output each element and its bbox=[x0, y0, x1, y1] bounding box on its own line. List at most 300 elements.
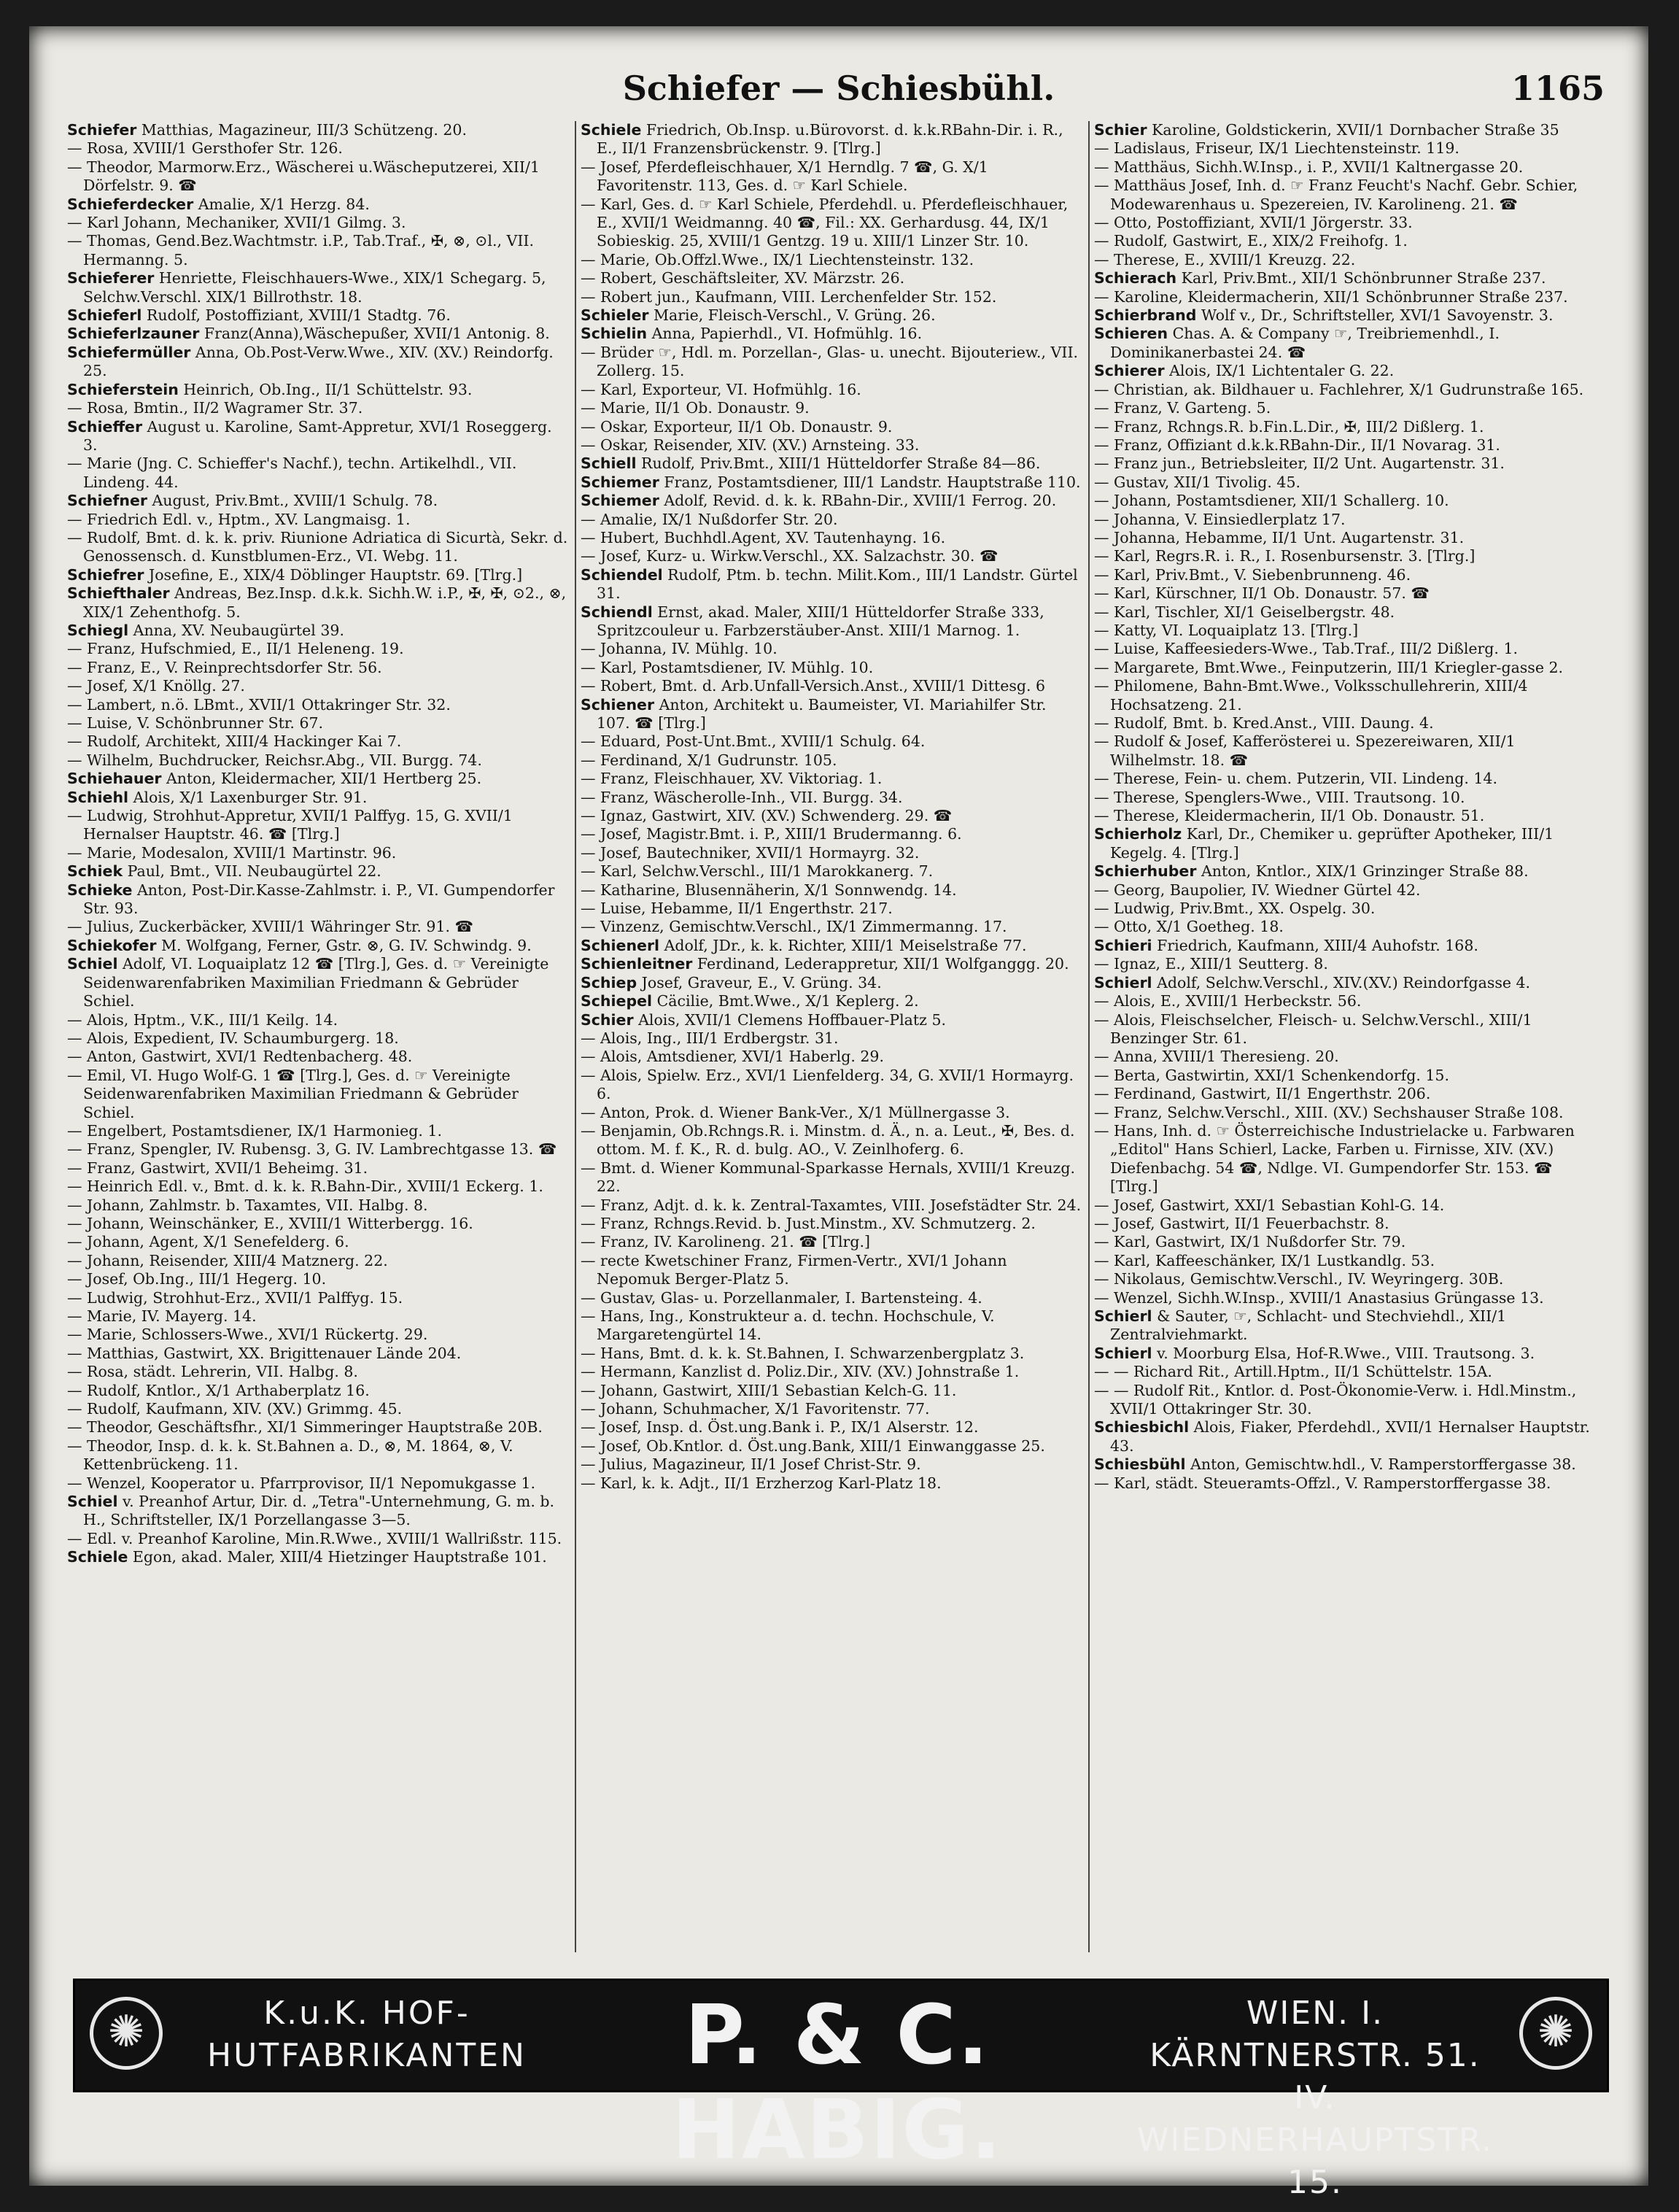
directory-entry bbox=[1094, 306, 1597, 325]
entry-surname: Schiendel bbox=[581, 565, 663, 584]
entry-surname: Schienleitner bbox=[581, 955, 693, 973]
entry-text: — Theodor, Geschäftsfhr., XI/1 Simmeringer Hauptstraße 20B. bbox=[67, 1418, 543, 1436]
directory-entry bbox=[67, 714, 570, 732]
directory-entry bbox=[581, 955, 1084, 973]
directory-entry bbox=[1094, 1307, 1597, 1345]
directory-entry bbox=[1094, 566, 1597, 584]
entry-surname: Schiehl bbox=[67, 788, 129, 806]
entry-text: Alois, IX/1 Lichtentaler G. 22. bbox=[1164, 362, 1395, 380]
entry-surname: Schierholz bbox=[1094, 825, 1182, 843]
directory-entry bbox=[67, 844, 570, 862]
entry-text: — Philomene, Bahn-Bmt.Wwe., Volksschullehrerin, XIII/4 Hochsatzeng. 21. bbox=[1094, 677, 1528, 714]
entry-text: Franz(Anna),Wäschepußer, XVII/1 Antonig. 8. bbox=[199, 325, 550, 343]
directory-entry bbox=[67, 937, 570, 955]
directory-entry bbox=[581, 918, 1084, 936]
entry-text: — Ferdinand, Gastwirt, II/1 Engerthstr. 206. bbox=[1094, 1085, 1431, 1103]
directory-entry bbox=[67, 1215, 570, 1233]
ad-left-text bbox=[177, 1992, 557, 2077]
column-3 bbox=[1094, 121, 1597, 1493]
directory-entry bbox=[67, 1530, 570, 1548]
entry-text: — Theodor, Insp. d. k. k. St.Bahnen a. D., ⊗, M. 1864, ⊗, V. Kettenbrückeng. 11. bbox=[67, 1436, 513, 1474]
directory-entry bbox=[67, 306, 570, 325]
entry-surname: Schieri bbox=[1094, 936, 1152, 954]
entry-surname: Schiell bbox=[581, 455, 637, 473]
directory-entry bbox=[1094, 1122, 1597, 1196]
directory-entry bbox=[1094, 455, 1597, 473]
directory-entry bbox=[1094, 974, 1597, 992]
entry-text: — Josef, Gastwirt, II/1 Feuerbachstr. 8. bbox=[1094, 1214, 1389, 1232]
entry-surname: Schienerl bbox=[581, 936, 660, 954]
entry-text: Anna, XV. Neubaugürtel 39. bbox=[128, 621, 344, 639]
directory-entry bbox=[581, 1382, 1084, 1400]
entry-text: — Karl, Priv.Bmt., V. Siebenbrunneng. 46. bbox=[1094, 565, 1411, 584]
entry-text: — Theodor, Marmorw.Erz., Wäscherei u.Wäscheputzerei, XII/1 Dörfelstr. 9. ☎ bbox=[67, 158, 540, 195]
entry-text: — Bmt. d. Wiener Kommunal-Sparkasse Hernals, XVIII/1 Kreuzg. 22. bbox=[581, 1159, 1076, 1196]
entry-text: — Hans, Bmt. d. k. k. St.Bahnen, I. Schwarzenbergplatz 3. bbox=[581, 1344, 1025, 1362]
entry-text: — Otto, X/1 Goetheg. 18. bbox=[1094, 918, 1284, 936]
directory-entry bbox=[1094, 511, 1597, 529]
directory-entry bbox=[581, 1215, 1084, 1233]
directory-entry bbox=[67, 1011, 570, 1029]
directory-entry bbox=[67, 751, 570, 770]
directory-entry bbox=[67, 677, 570, 695]
directory-entry bbox=[1094, 473, 1597, 492]
entry-text: Rudolf, Ptm. b. techn. Milit.Kom., III/1 Landstr. Gürtel 31. bbox=[597, 565, 1078, 603]
entry-text: — Ludwig, Strohhut-Appretur, XVII/1 Palffyg. 15, G. XVII/1 Hernalser Hauptstr. 46. ☎ [Tlrg.] bbox=[67, 807, 513, 843]
ad-left-line1: K.u.K. HOF- bbox=[263, 1995, 470, 2032]
directory-entry bbox=[581, 770, 1084, 788]
directory-entry bbox=[67, 232, 570, 269]
directory-entry bbox=[67, 418, 570, 455]
directory-entry bbox=[581, 1067, 1084, 1104]
entry-text: — Benjamin, Ob.Rchngs.R. i. Minstm. d. Ä., n. a. Leut., ✠, Bes. d. ottom. M. f. K., R. d. bulg. AO., V. Zeinlhoferg. 6. bbox=[581, 1121, 1075, 1159]
directory-entry bbox=[67, 862, 570, 881]
directory-entry bbox=[1094, 714, 1597, 732]
entry-text: — Rudolf, Architekt, XIII/4 Hackinger Kai 7. bbox=[67, 732, 402, 751]
directory-entry bbox=[581, 418, 1084, 436]
directory-entry bbox=[67, 196, 570, 214]
directory-entry bbox=[581, 974, 1084, 992]
entry-text: — Johann, Agent, X/1 Senefelderg. 6. bbox=[67, 1233, 349, 1251]
entry-text: — Engelbert, Postamtsdiener, IX/1 Harmonieg. 1. bbox=[67, 1121, 442, 1140]
directory-entry bbox=[67, 622, 570, 640]
entry-text: Marie, Fleisch-Verschl., V. Grüng. 26. bbox=[648, 306, 936, 325]
entry-text: — Rudolf, Gastwirt, E., XIX/2 Freihofg. 1. bbox=[1094, 232, 1408, 250]
directory-entry bbox=[1094, 139, 1597, 158]
directory-entry bbox=[1094, 399, 1597, 417]
directory-entry bbox=[581, 381, 1084, 399]
entry-text: — Ferdinand, X/1 Gudrunstr. 105. bbox=[581, 751, 837, 769]
directory-entry bbox=[1094, 1104, 1597, 1122]
entry-text: — Karl, städt. Steueramts-Offzl., V. Ramperstorffergasse 38. bbox=[1094, 1474, 1551, 1492]
entry-text: Paul, Bmt., VII. Neubaugürtel 22. bbox=[123, 862, 381, 881]
directory-entry bbox=[1094, 1233, 1597, 1251]
ad-right-line2: IV. WIEDNERHAUPTSTR. 15. bbox=[1136, 2079, 1494, 2201]
directory-entry bbox=[1094, 1011, 1597, 1048]
entry-surname: Schier bbox=[581, 1010, 634, 1029]
directory-entry bbox=[581, 751, 1084, 770]
directory-entry bbox=[581, 436, 1084, 455]
entry-text: — Luise, Hebamme, II/1 Engerthstr. 217. bbox=[581, 900, 893, 918]
entry-text: Wolf v., Dr., Schriftsteller, XVI/1 Savoyenstr. 3. bbox=[1196, 306, 1554, 325]
entry-text: — Johann, Postamtsdiener, XII/1 Schallerg. 10. bbox=[1094, 492, 1449, 510]
directory-entry bbox=[67, 1067, 570, 1122]
entry-text: — Hermann, Kanzlist d. Poliz.Dir., XIV. (XV.) Johnstraße 1. bbox=[581, 1363, 1020, 1381]
entry-text: — Alois, Fleischselcher, Fleisch- u. Selchw.Verschl., XIII/1 Benzinger Str. 61. bbox=[1094, 1010, 1532, 1047]
directory-entry bbox=[67, 1233, 570, 1251]
entry-text: Cäcilie, Bmt.Wwe., X/1 Keplerg. 2. bbox=[652, 992, 919, 1010]
directory-entry bbox=[67, 121, 570, 139]
directory-entry bbox=[581, 269, 1084, 287]
entry-text: — Ignaz, Gastwirt, XIV. (XV.) Schwenderg. 29. ☎ bbox=[581, 807, 953, 825]
entry-surname: Schiefer bbox=[67, 121, 137, 139]
entry-surname: Schiefthaler bbox=[67, 584, 170, 603]
entry-text: — Alois, Amtsdiener, XVI/1 Haberlg. 29. bbox=[581, 1048, 884, 1066]
entry-text: — Johann, Schuhmacher, X/1 Favoritenstr. 77. bbox=[581, 1400, 930, 1418]
directory-entry bbox=[581, 732, 1084, 751]
entry-text: — Rudolf & Josef, Kafferösterei u. Spezereiwaren, XII/1 Wilhelmstr. 18. ☎ bbox=[1094, 732, 1516, 769]
directory-entry bbox=[1094, 251, 1597, 269]
directory-entry bbox=[67, 1122, 570, 1140]
entry-text: — Karl, Tischler, XI/1 Geiselbergstr. 48. bbox=[1094, 603, 1395, 621]
entry-text: — Oskar, Exporteur, II/1 Ob. Donaustr. 9. bbox=[581, 417, 893, 436]
directory-entry bbox=[1094, 547, 1597, 565]
entry-text: — Matthias, Gastwirt, XX. Brigittenauer Lände 204. bbox=[67, 1344, 462, 1362]
entry-surname: Schieferlzauner bbox=[67, 325, 200, 343]
directory-entry bbox=[1094, 622, 1597, 640]
directory-entry bbox=[1094, 807, 1597, 825]
directory-entry bbox=[1094, 1215, 1597, 1233]
directory-entry bbox=[581, 251, 1084, 269]
entry-surname: Schiele bbox=[581, 121, 642, 139]
entry-text: — Robert, Geschäftsleiter, XV. Märzstr. 26. bbox=[581, 269, 905, 287]
entry-text: Karl, Priv.Bmt., XII/1 Schönbrunner Straße 237. bbox=[1176, 269, 1546, 287]
entry-text: — Rosa, Bmtin., II/2 Wagramer Str. 37. bbox=[67, 399, 363, 417]
directory-entry bbox=[67, 325, 570, 343]
ad-left-line2: HUTFABRIKANTEN bbox=[207, 2037, 527, 2074]
directory-entry bbox=[581, 511, 1084, 529]
entry-surname: Schiehauer bbox=[67, 770, 162, 788]
entry-text: — Josef, Ob.Ing., III/1 Hegerg. 10. bbox=[67, 1270, 327, 1288]
entry-text: — Franz, Hufschmied, E., II/1 Heleneng. 19. bbox=[67, 640, 404, 658]
directory-entry bbox=[1094, 992, 1597, 1010]
entry-text: — Marie, Ob.Offzl.Wwe., IX/1 Liechtensteinstr. 132. bbox=[581, 250, 974, 268]
entry-text: — Anton, Prok. d. Wiener Bank-Ver., X/1 Müllnergasse 3. bbox=[581, 1103, 1010, 1121]
entry-surname: Schiefner bbox=[67, 492, 147, 510]
entry-text: — Katharine, Blusennäherin, X/1 Sonnwendg. 14. bbox=[581, 881, 957, 899]
directory-entry bbox=[581, 1196, 1084, 1215]
directory-entry bbox=[581, 1418, 1084, 1436]
directory-entry bbox=[67, 584, 570, 622]
entry-text: — Oskar, Reisender, XIV. (XV.) Arnsteing. 33. bbox=[581, 436, 920, 454]
directory-entry bbox=[1094, 603, 1597, 622]
directory-entry bbox=[67, 529, 570, 566]
directory-entry bbox=[1094, 789, 1597, 807]
entry-text: — Ignaz, E., XIII/1 Seutterg. 8. bbox=[1094, 955, 1328, 973]
directory-entry bbox=[67, 492, 570, 510]
directory-entry bbox=[581, 862, 1084, 881]
directory-entry bbox=[581, 677, 1084, 695]
directory-entry bbox=[581, 881, 1084, 900]
entry-text: Josefine, E., XIX/4 Döblinger Hauptstr. 69. [Tlrg.] bbox=[144, 565, 523, 584]
directory-entry bbox=[67, 955, 570, 1010]
entry-text: Karl, Dr., Chemiker u. geprüfter Apotheker, III/1 Kegelg. 4. [Tlrg.] bbox=[1110, 825, 1554, 862]
directory-entry bbox=[581, 492, 1084, 510]
entry-text: — Josef, X/1 Knöllg. 27. bbox=[67, 677, 245, 695]
entry-text: Anton, Kleidermacher, XII/1 Hertberg 25. bbox=[161, 770, 482, 788]
entry-text: — Edl. v. Preanhof Karoline, Min.R.Wwe., XVIII/1 Wallrißstr. 115. bbox=[67, 1529, 562, 1547]
directory-entry bbox=[1094, 1345, 1597, 1363]
directory-entry bbox=[67, 214, 570, 232]
entry-text: — Alois, Spielw. Erz., XVI/1 Lienfelderg. 34, G. XVII/1 Hormayrg. 6. bbox=[581, 1066, 1074, 1103]
entry-text: — Hans, Inh. d. ☞ Österreichische Industrielacke u. Farbwaren „Editol" Hans Schierl, Lacke, Farben u. Firnisse, XIV. (XV.) Diefenbachg. 54 ☎, Ndlge. VI. Gumpendorfer Str. 153. ☎ [Tlrg.] bbox=[1094, 1121, 1575, 1196]
entry-text: Friedrich, Kaufmann, XIII/4 Auhofstr. 168. bbox=[1152, 936, 1478, 954]
directory-entry bbox=[1094, 584, 1597, 603]
entry-text: — Johann, Zahlmstr. b. Taxamtes, VII. Halbg. 8. bbox=[67, 1196, 428, 1214]
entry-surname: Schiepel bbox=[581, 992, 653, 1010]
entry-surname: Schiesbichl bbox=[1094, 1418, 1190, 1436]
entry-text: — Marie (Jng. C. Schieffer's Nachf.), techn. Artikelhdl., VII. Lindeng. 44. bbox=[67, 455, 517, 491]
entry-text: — Julius, Zuckerbäcker, XVIII/1 Währinger Str. 91. ☎ bbox=[67, 918, 474, 936]
entry-text: — Katty, VI. Loquaiplatz 13. [Tlrg.] bbox=[1094, 621, 1359, 639]
directory-entry bbox=[581, 566, 1084, 603]
entry-text: Henriette, Fleischhauers-Wwe., XIX/1 Schegarg. 5, Selchw.Verschl. XIX/1 Billrothstr. 18. bbox=[83, 269, 546, 306]
directory-entry bbox=[67, 139, 570, 158]
entry-text: — Margarete, Bmt.Wwe., Feinputzerin, III/1 Kriegler-gasse 2. bbox=[1094, 658, 1564, 676]
entry-text: — Anna, XVIII/1 Theresieng. 20. bbox=[1094, 1048, 1339, 1066]
entry-text: — Franz, Rchngs.R. b.Fin.L.Dir., ✠, III/2 Dißlerg. 1. bbox=[1094, 417, 1484, 436]
page-number: 1165 bbox=[1511, 69, 1605, 108]
directory-entry bbox=[1094, 121, 1597, 139]
directory-entry bbox=[67, 1140, 570, 1159]
directory-entry bbox=[1094, 677, 1597, 714]
entry-text: — Karl, Ges. d. ☞ Karl Schiele, Pferdehdl. u. Pferdefleischhauer, E., XVII/1 Weidmanng. 40 ☎, Fil.: XX. Gerhardusg. 44, IX/1 Sobieskig. 25, XVIII/1 Gentzg. 19 u. XIII/1 Linzer Str. 10. bbox=[581, 195, 1069, 250]
entry-text: — Luise, V. Schönbrunner Str. 67. bbox=[67, 714, 324, 732]
directory-entry bbox=[1094, 214, 1597, 232]
entry-text: — Wenzel, Kooperator u. Pfarrprovisor, II/1 Nepomukgasse 1. bbox=[67, 1474, 536, 1492]
column-2 bbox=[581, 121, 1084, 1493]
entry-text: — Matthäus, Sichh.W.Insp., i. P., XVII/1 Kaltnergasse 20. bbox=[1094, 158, 1524, 176]
entry-text: — Rudolf, Kntlor., X/1 Arthaberplatz 16. bbox=[67, 1381, 370, 1399]
entry-text: — Marie, II/1 Ob. Donaustr. 9. bbox=[581, 399, 810, 417]
entry-text: — Karl, Exporteur, VI. Hofmühlg. 16. bbox=[581, 380, 861, 398]
directory-entry bbox=[67, 1382, 570, 1400]
entry-text: Karoline, Goldstickerin, XVII/1 Dornbacher Straße 35 bbox=[1147, 121, 1559, 139]
column-divider bbox=[1088, 121, 1090, 1952]
entry-text: v. Moorburg Elsa, Hof-R.Wwe., VIII. Trautsong. 3. bbox=[1152, 1344, 1535, 1362]
entry-text: Adolf, Revid. d. k. k. RBahn-Dir., XVIII/1 Ferrog. 20. bbox=[659, 492, 1057, 510]
directory-entry bbox=[581, 1159, 1084, 1196]
entry-surname: Schierhuber bbox=[1094, 862, 1197, 881]
entry-surname: Schiefrer bbox=[67, 565, 144, 584]
entry-text: — Josef, Ob.Kntlor. d. Öst.ung.Bank, XIII/1 Einwanggasse 25. bbox=[581, 1436, 1045, 1455]
directory-entry bbox=[581, 640, 1084, 658]
entry-text: — Josef, Kurz- u. Wirkw.Verschl., XX. Salzachstr. 30. ☎ bbox=[581, 547, 999, 565]
entry-text: Anna, Papierhdl., VI. Hofmühlg. 16. bbox=[647, 325, 923, 343]
entry-text: — Hans, Ing., Konstrukteur a. d. techn. Hochschule, V. Margaretengürtel 14. bbox=[581, 1307, 995, 1344]
entry-text: — Alois, Expedient, IV. Schaumburgerg. 18. bbox=[67, 1029, 399, 1047]
directory-entry bbox=[581, 937, 1084, 955]
entry-text: v. Preanhof Artur, Dir. d. „Tetra"-Unternehmung, G. m. b. H., Schriftsteller, IX/1 Porzellangasse 3—5. bbox=[83, 1493, 555, 1529]
entry-surname: Schiegl bbox=[67, 621, 129, 639]
entry-surname: Schierer bbox=[1094, 362, 1165, 380]
entry-text: — Christian, ak. Bildhauer u. Fachlehrer, X/1 Gudrunstraße 165. bbox=[1094, 380, 1584, 398]
entry-surname: Schiekofer bbox=[67, 936, 157, 954]
entry-surname: Schiendl bbox=[581, 603, 653, 621]
directory-entry bbox=[581, 844, 1084, 862]
entry-text: — Eduard, Post-Unt.Bmt., XVIII/1 Schulg. 64. bbox=[581, 732, 926, 751]
entry-surname: Schielin bbox=[581, 325, 648, 343]
directory-entry bbox=[67, 770, 570, 788]
directory-entry bbox=[581, 121, 1084, 158]
directory-entry bbox=[581, 473, 1084, 492]
entry-text: — Franz, Wäscherolle-Inh., VII. Burgg. 34. bbox=[581, 788, 903, 806]
entry-text: August u. Karoline, Samt-Appretur, XVI/1 Roseggerg. 3. bbox=[83, 417, 552, 454]
directory-entry bbox=[581, 659, 1084, 677]
entry-text: Amalie, X/1 Herzg. 84. bbox=[193, 195, 370, 213]
entry-text: — Alois, E., XVIII/1 Herbeckstr. 56. bbox=[1094, 992, 1362, 1010]
directory-entry bbox=[1094, 436, 1597, 455]
entry-text: — — Rudolf Rit., Kntlor. d. Post-Ökonomie-Verw. i. Hdl.Minstm., XVII/1 Ottakringer Str. 30. bbox=[1094, 1381, 1577, 1418]
directory-entry bbox=[1094, 640, 1597, 658]
entry-text: — Therese, Fein- u. chem. Putzerin, VII. Lindeng. 14. bbox=[1094, 770, 1497, 788]
directory-entry bbox=[1094, 1252, 1597, 1270]
entry-text: — Wilhelm, Buchdrucker, Reichsr.Abg., VII. Burgg. 74. bbox=[67, 751, 482, 769]
entry-text: — Gustav, XII/1 Tivolig. 45. bbox=[1094, 473, 1301, 491]
directory-entry bbox=[581, 344, 1084, 381]
entry-text: — Josef, Magistr.Bmt. i. P., XIII/1 Brudermanng. 6. bbox=[581, 825, 962, 843]
entry-text: — Julius, Magazineur, II/1 Josef Christ-Str. 9. bbox=[581, 1455, 921, 1474]
entry-text: — Karl, Kürschner, II/1 Ob. Donaustr. 57. ☎ bbox=[1094, 584, 1430, 603]
entry-surname: Schiemer bbox=[581, 473, 659, 491]
directory-entry bbox=[1094, 1418, 1597, 1455]
rosette-icon: ✺ bbox=[1519, 1997, 1592, 2070]
directory-entry bbox=[1094, 1474, 1597, 1493]
entry-surname: Schiefermüller bbox=[67, 343, 191, 361]
directory-entry bbox=[67, 807, 570, 844]
entry-surname: Schierbrand bbox=[1094, 306, 1197, 325]
entry-text: Anton, Post-Dir.Kasse-Zahlmstr. i. P., VI. Gumpendorfer Str. 93. bbox=[83, 881, 555, 918]
entry-surname: Schiesbühl bbox=[1094, 1455, 1186, 1474]
directory-entry bbox=[1094, 269, 1597, 287]
directory-entry bbox=[1094, 1382, 1597, 1419]
entry-surname: Schierl bbox=[1094, 1307, 1152, 1325]
directory-entry bbox=[67, 344, 570, 381]
directory-entry bbox=[1094, 288, 1597, 306]
entry-text: — Lambert, n.ö. LBmt., XVII/1 Ottakringer Str. 32. bbox=[67, 695, 451, 714]
entry-text: — recte Kwetschiner Franz, Firmen-Vertr., XVI/1 Johann Nepomuk Berger-Platz 5. bbox=[581, 1251, 1007, 1288]
entry-text: Friedrich, Ob.Insp. u.Bürovorst. d. k.k.RBahn-Dir. i. R., E., II/1 Franzensbrückenstr. 9. [Tlrg.] bbox=[597, 121, 1063, 158]
directory-entry bbox=[67, 1159, 570, 1177]
entry-text: — Anton, Gastwirt, XVI/1 Redtenbacherg. 48. bbox=[67, 1048, 413, 1066]
directory-entry bbox=[581, 1437, 1084, 1455]
entry-text: Matthias, Magazineur, III/3 Schützeng. 20. bbox=[136, 121, 467, 139]
entry-text: Franz, Postamtsdiener, III/1 Landstr. Hauptstraße 110. bbox=[659, 473, 1081, 491]
directory-entry bbox=[67, 158, 570, 196]
entry-text: — Johann, Gastwirt, XIII/1 Sebastian Kelch-G. 11. bbox=[581, 1381, 957, 1399]
entry-text: Andreas, Bez.Insp. d.k.k. Sichh.W. i.P., ✠, ✠, ⊙2., ⊗, XIX/1 Zehenthofg. 5. bbox=[83, 584, 567, 621]
entry-text: Ferdinand, Lederappretur, XII/1 Wolfganggg. 20. bbox=[692, 955, 1069, 973]
entry-text: — Nikolaus, Gemischtw.Verschl., IV. Weyringerg. 30B. bbox=[1094, 1270, 1504, 1288]
entry-surname: Schiek bbox=[67, 862, 123, 881]
entry-text: — Karl, Regrs.R. i. R., I. Rosenbursenstr. 3. [Tlrg.] bbox=[1094, 547, 1476, 565]
directory-entry bbox=[581, 306, 1084, 325]
entry-text: — Josef, Bautechniker, XVII/1 Hormayrg. 32. bbox=[581, 843, 920, 862]
entry-text: — Therese, E., XVIII/1 Kreuzg. 22. bbox=[1094, 250, 1356, 268]
entry-surname: Schiele bbox=[67, 1548, 128, 1566]
entry-text: Rudolf, Postoffiziant, XVIII/1 Stadtg. 76. bbox=[141, 306, 451, 325]
entry-text: — Marie, Modesalon, XVIII/1 Martinstr. 96. bbox=[67, 843, 397, 862]
entry-text: — Josef, Pferdefleischhauer, X/1 Herndlg. 7 ☎, G. X/1 Favoritenstr. 113, Ges. d. ☞ Karl Schiele. bbox=[581, 158, 988, 195]
column-divider bbox=[575, 121, 576, 1952]
directory-entry bbox=[581, 1233, 1084, 1251]
entry-text: Alois, Fiaker, Pferdehdl., XVII/1 Hernalser Hauptstr. 43. bbox=[1110, 1418, 1590, 1455]
entry-text: — Franz, Selchw.Verschl., XIII. (XV.) Sechshauser Straße 108. bbox=[1094, 1103, 1564, 1121]
entry-surname: Schierl bbox=[1094, 973, 1152, 991]
entry-text: — Franz, IV. Karolineng. 21. ☎ [Tlrg.] bbox=[581, 1233, 870, 1251]
entry-surname: Schiel bbox=[67, 955, 118, 973]
entry-surname: Schiener bbox=[581, 695, 655, 714]
directory-entry bbox=[67, 1270, 570, 1288]
entry-text: August, Priv.Bmt., XVIII/1 Schulg. 78. bbox=[147, 492, 438, 510]
entry-text: — Amalie, IX/1 Nußdorfer Str. 20. bbox=[581, 510, 838, 528]
directory-entry bbox=[1094, 881, 1597, 900]
entry-surname: Schieke bbox=[67, 881, 133, 899]
directory-entry bbox=[67, 1363, 570, 1381]
entry-text: — Franz, Offiziant d.k.k.RBahn-Dir., II/1 Novarag. 31. bbox=[1094, 436, 1500, 454]
entry-text: — Karl Johann, Mechaniker, XVII/1 Gilmg. 3. bbox=[67, 214, 406, 232]
directory-entry bbox=[581, 1363, 1084, 1381]
directory-entry bbox=[581, 1122, 1084, 1159]
directory-entry bbox=[67, 696, 570, 714]
entry-surname: Schiemer bbox=[581, 492, 659, 510]
entry-surname: Schieler bbox=[581, 306, 649, 325]
entry-text: — Franz jun., Betriebsleiter, II/2 Unt. Augartenstr. 31. bbox=[1094, 455, 1505, 473]
directory-page bbox=[29, 26, 1648, 2201]
directory-entry bbox=[581, 1048, 1084, 1066]
directory-entry bbox=[1094, 918, 1597, 936]
directory-entry bbox=[1094, 325, 1597, 362]
directory-entry bbox=[581, 603, 1084, 641]
directory-entry bbox=[1094, 1363, 1597, 1381]
directory-entry bbox=[67, 881, 570, 919]
directory-entry bbox=[67, 1493, 570, 1530]
directory-entry bbox=[1094, 1270, 1597, 1288]
directory-entry bbox=[67, 918, 570, 936]
entry-text: — — Richard Rit., Artill.Hptm., II/1 Schüttelstr. 15A. bbox=[1094, 1363, 1492, 1381]
entry-text: Egon, akad. Maler, XIII/4 Hietzinger Hauptstraße 101. bbox=[128, 1548, 547, 1566]
entry-text: — Marie, Schlossers-Wwe., XVI/1 Rückertg. 29. bbox=[67, 1326, 428, 1344]
entry-text: — Franz, Fleischhauer, XV. Viktoriag. 1. bbox=[581, 770, 883, 788]
directory-entry bbox=[581, 547, 1084, 565]
entry-text: — Ludwig, Priv.Bmt., XX. Ospelg. 30. bbox=[1094, 900, 1376, 918]
directory-entry bbox=[67, 789, 570, 807]
directory-entry bbox=[67, 732, 570, 751]
directory-entry bbox=[67, 269, 570, 306]
entry-text: — Thomas, Gend.Bez.Wachtmstr. i.P., Tab.Traf., ✠, ⊗, ⊙l., VII. Hermanng. 5. bbox=[67, 232, 535, 268]
directory-entry bbox=[581, 1307, 1084, 1345]
directory-entry bbox=[67, 1029, 570, 1048]
directory-entry bbox=[581, 900, 1084, 918]
entry-text: — Karl, k. k. Adjt., II/1 Erzherzog Karl-Platz 18. bbox=[581, 1474, 942, 1492]
directory-entry bbox=[1094, 1048, 1597, 1066]
entry-text: — Marie, IV. Mayerg. 14. bbox=[67, 1307, 257, 1325]
directory-entry bbox=[581, 1029, 1084, 1048]
entry-text: Anton, Architekt u. Baumeister, VI. Mariahilfer Str. 107. ☎ [Tlrg.] bbox=[597, 695, 1047, 732]
entry-text: Heinrich, Ob.Ing., II/1 Schüttelstr. 93. bbox=[178, 380, 473, 398]
entry-text: — Gustav, Glas- u. Porzellanmaler, I. Bartensteing. 4. bbox=[581, 1288, 982, 1307]
entry-text: — Franz, Rchngs.Revid. b. Just.Minstm., XV. Schmutzerg. 2. bbox=[581, 1214, 1036, 1232]
